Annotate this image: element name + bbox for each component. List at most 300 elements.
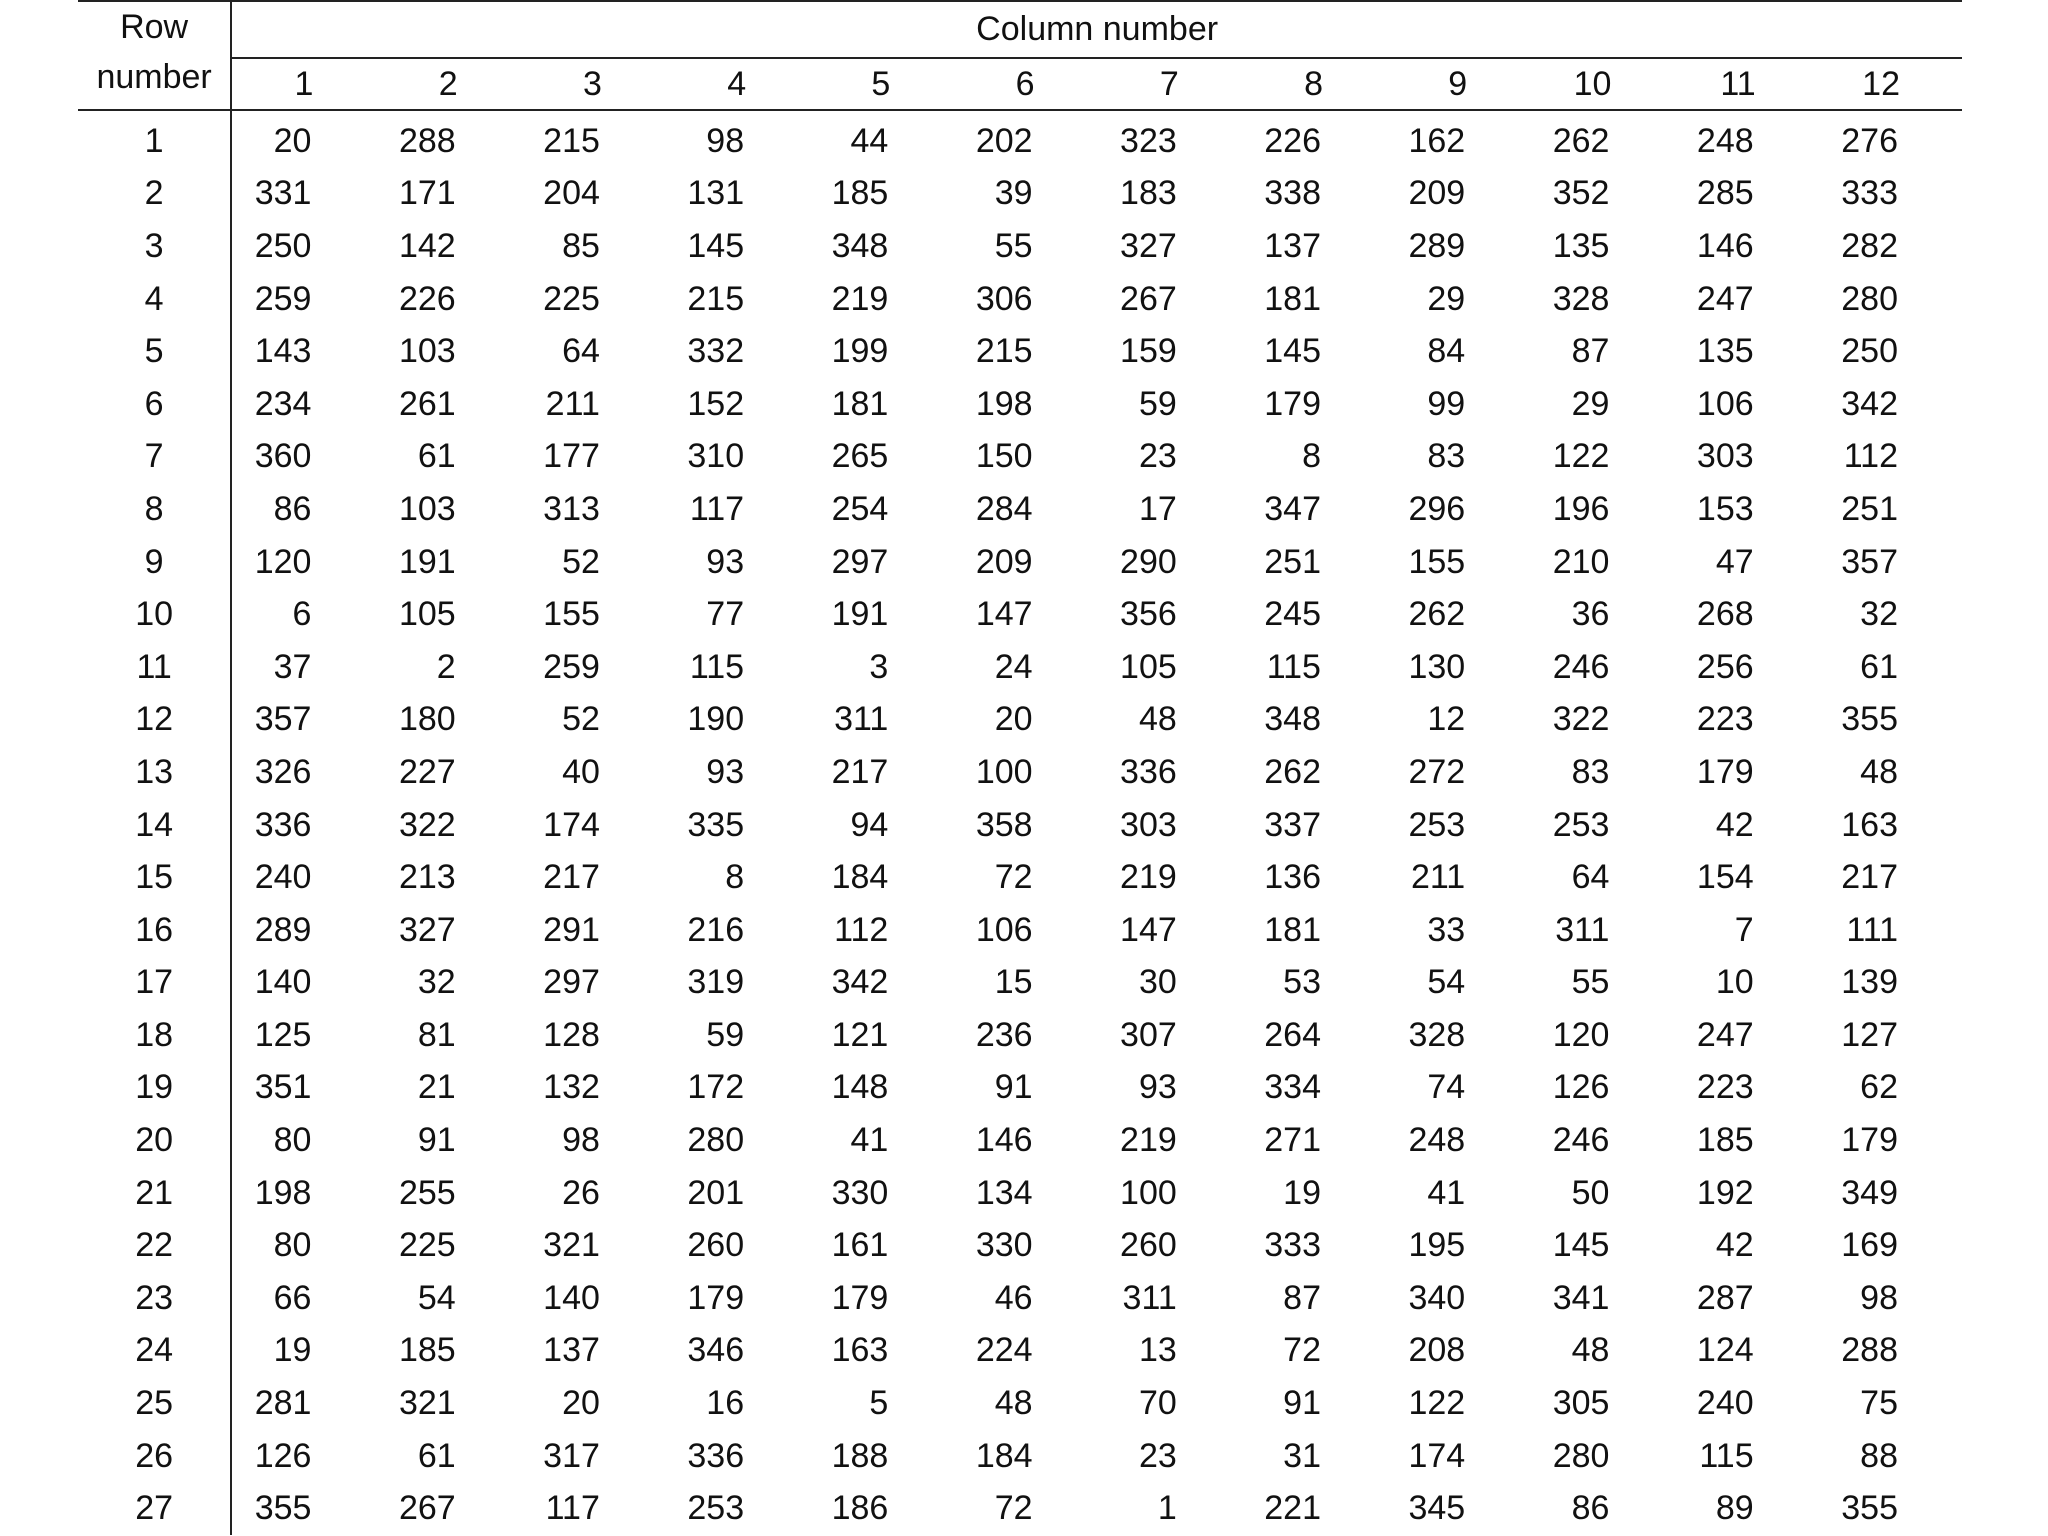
data-table — [78, 0, 1962, 1535]
table-cell: 333 — [1264, 1226, 1321, 1265]
table-cell: 209 — [975, 542, 1033, 581]
row-number: 21 — [78, 1167, 231, 1220]
table-cell: 81 — [417, 1015, 456, 1054]
row-number: 9 — [78, 536, 231, 589]
table-cell: 83 — [1571, 752, 1610, 791]
table-cell: 260 — [1120, 1226, 1177, 1265]
table-cell: 127 — [1841, 1015, 1898, 1054]
table-cell: 83 — [1427, 437, 1466, 476]
table-cell: 310 — [687, 437, 745, 476]
table-cell: 303 — [1120, 805, 1177, 844]
table-row — [78, 799, 1962, 852]
row-number-header-line1: Row — [120, 8, 189, 46]
table-cell: 24 — [994, 647, 1033, 686]
table-cell: 131 — [687, 174, 745, 213]
table-cell: 338 — [1264, 174, 1321, 213]
row-number: 25 — [78, 1377, 231, 1430]
table-cell: 306 — [975, 279, 1033, 318]
table-cell: 19 — [273, 1331, 312, 1370]
table-cell: 223 — [1696, 700, 1754, 739]
table-cell: 61 — [417, 437, 456, 476]
table-cell: 224 — [975, 1331, 1033, 1370]
table-cell: 41 — [1427, 1173, 1466, 1212]
table-cell: 136 — [1264, 858, 1321, 897]
table-cell: 84 — [1427, 332, 1466, 371]
table-cell: 248 — [1696, 121, 1754, 160]
table-cell: 179 — [1696, 752, 1754, 791]
table-row — [78, 1272, 1962, 1325]
table-cell: 290 — [1120, 542, 1177, 581]
table-cell: 52 — [562, 700, 600, 739]
column-number-8: 8 — [1241, 58, 1385, 110]
table-cell: 163 — [1841, 805, 1898, 844]
table-row — [78, 483, 1962, 536]
table-cell: 268 — [1696, 595, 1754, 634]
table-cell: 341 — [1552, 1278, 1610, 1317]
table-cell: 36 — [1571, 595, 1610, 634]
row-number: 1 — [78, 110, 231, 168]
table-cell: 120 — [254, 542, 312, 581]
table-cell: 137 — [1264, 226, 1321, 265]
table-cell: 280 — [687, 1121, 745, 1160]
table-cell: 75 — [1860, 1384, 1898, 1423]
table-cell: 13 — [1138, 1331, 1177, 1370]
table-row — [78, 694, 1962, 747]
column-number-4: 4 — [664, 58, 808, 110]
table-cell: 267 — [1120, 279, 1177, 318]
table-row — [78, 641, 1962, 694]
table-cell: 217 — [831, 752, 889, 791]
column-number-2: 2 — [375, 58, 519, 110]
table-cell: 72 — [994, 1489, 1033, 1528]
table-cell: 122 — [1552, 437, 1610, 476]
table-cell: 190 — [687, 700, 745, 739]
table-cell: 91 — [1283, 1384, 1321, 1423]
table-cell: 347 — [1264, 489, 1321, 528]
table-row — [78, 220, 1962, 273]
table-cell: 112 — [1843, 437, 1898, 476]
table-cell: 40 — [562, 752, 600, 791]
table-cell: 15 — [994, 963, 1033, 1002]
table-cell: 80 — [273, 1226, 312, 1265]
table-row — [78, 1325, 1962, 1378]
table-cell: 311 — [1122, 1278, 1177, 1317]
table-cell: 225 — [543, 279, 600, 318]
table-cell: 328 — [1552, 279, 1610, 318]
table-cell: 139 — [1841, 963, 1898, 1002]
table-cell: 146 — [1696, 226, 1754, 265]
table-cell: 163 — [831, 1331, 889, 1370]
row-number: 24 — [78, 1325, 231, 1378]
table-cell: 184 — [975, 1436, 1033, 1475]
table-cell: 337 — [1264, 805, 1321, 844]
table-cell: 188 — [831, 1436, 889, 1475]
table-cell: 32 — [1860, 595, 1898, 634]
column-number-3: 3 — [520, 58, 664, 110]
table-cell: 355 — [1841, 1489, 1898, 1528]
table-cell: 357 — [1841, 542, 1898, 581]
table-cell: 153 — [1696, 489, 1754, 528]
table-cell: 66 — [273, 1278, 312, 1317]
table-cell: 48 — [994, 1384, 1033, 1423]
table-cell: 111 — [1846, 910, 1898, 949]
table-cell: 174 — [1408, 1436, 1466, 1475]
table-cell: 93 — [1138, 1068, 1177, 1107]
table-cell: 215 — [687, 279, 745, 318]
table-cell: 1 — [1157, 1489, 1177, 1528]
table-cell: 280 — [1552, 1436, 1610, 1475]
table-cell: 12 — [1427, 700, 1466, 739]
table-cell: 332 — [687, 332, 745, 371]
table-cell: 291 — [543, 910, 600, 949]
table-cell: 236 — [975, 1015, 1033, 1054]
table-cell: 93 — [706, 542, 745, 581]
table-cell: 32 — [417, 963, 456, 1002]
table-cell: 247 — [1696, 279, 1754, 318]
table-cell: 264 — [1264, 1015, 1321, 1054]
table-cell: 261 — [398, 384, 456, 423]
table-cell: 89 — [1715, 1489, 1754, 1528]
table-cell: 272 — [1408, 752, 1466, 791]
table-cell: 8 — [725, 858, 745, 897]
table-cell: 135 — [1696, 332, 1754, 371]
row-number-header-line2: number — [96, 58, 212, 96]
table-cell: 162 — [1408, 121, 1466, 160]
table-cell: 48 — [1571, 1331, 1610, 1370]
table-cell: 6 — [292, 595, 312, 634]
table-row — [78, 273, 1962, 326]
table-cell: 125 — [254, 1015, 312, 1054]
table-cell: 360 — [254, 437, 312, 476]
table-cell: 62 — [1860, 1068, 1898, 1107]
table-cell: 319 — [687, 963, 745, 1002]
table-cell: 288 — [1841, 1331, 1898, 1370]
table-row — [78, 1482, 1962, 1535]
table-cell: 147 — [1120, 910, 1177, 949]
table-cell: 262 — [1264, 752, 1321, 791]
table-cell: 99 — [1427, 384, 1466, 423]
table-cell: 330 — [975, 1226, 1033, 1265]
table-cell: 348 — [1264, 700, 1321, 739]
table-cell: 48 — [1138, 700, 1177, 739]
table-row — [78, 168, 1962, 221]
table-cell: 54 — [1427, 963, 1466, 1002]
table-cell: 10 — [1715, 963, 1754, 1002]
table-cell: 112 — [834, 910, 889, 949]
table-cell: 213 — [398, 858, 456, 897]
table-cell: 253 — [1408, 805, 1466, 844]
table-cell: 346 — [687, 1331, 745, 1370]
table-cell: 185 — [831, 174, 889, 213]
row-number: 23 — [78, 1272, 231, 1325]
row-number: 10 — [78, 588, 231, 641]
row-number: 27 — [78, 1482, 231, 1535]
table-cell: 322 — [398, 805, 456, 844]
table-row — [78, 1114, 1962, 1167]
table-cell: 171 — [398, 174, 456, 213]
table-cell: 94 — [850, 805, 889, 844]
table-cell: 42 — [1715, 1226, 1754, 1265]
table-cell: 181 — [1264, 910, 1321, 949]
table-cell: 61 — [1860, 647, 1898, 686]
table-cell: 53 — [1283, 963, 1321, 1002]
table-cell: 323 — [1120, 121, 1177, 160]
table-cell: 198 — [975, 384, 1033, 423]
table-cell: 234 — [254, 384, 312, 423]
column-number-10: 10 — [1529, 58, 1673, 110]
table-cell: 183 — [1120, 174, 1177, 213]
table-cell: 80 — [273, 1121, 312, 1160]
table-cell: 334 — [1264, 1068, 1321, 1107]
table-cell: 289 — [1408, 226, 1466, 265]
table-cell: 145 — [687, 226, 745, 265]
table-cell: 251 — [1841, 489, 1898, 528]
table-cell: 72 — [994, 858, 1033, 897]
table-cell: 98 — [706, 121, 745, 160]
table-cell: 259 — [254, 279, 312, 318]
table-cell: 356 — [1120, 595, 1177, 634]
table-cell: 155 — [543, 595, 600, 634]
table-cell: 209 — [1408, 174, 1466, 213]
table-cell: 240 — [254, 858, 312, 897]
table-cell: 23 — [1138, 1436, 1177, 1475]
table-cell: 20 — [273, 121, 312, 160]
table-cell: 255 — [398, 1173, 456, 1212]
row-number: 14 — [78, 799, 231, 852]
table-cell: 246 — [1552, 647, 1610, 686]
table-cell: 326 — [254, 752, 312, 791]
table-cell: 20 — [562, 1384, 600, 1423]
column-number-6: 6 — [952, 58, 1096, 110]
table-cell: 184 — [831, 858, 889, 897]
table-cell: 251 — [1264, 542, 1321, 581]
table-cell: 280 — [1841, 279, 1898, 318]
table-cell: 259 — [543, 647, 600, 686]
table-cell: 145 — [1552, 1226, 1610, 1265]
table-cell: 91 — [994, 1068, 1033, 1107]
table-cell: 284 — [975, 489, 1033, 528]
table-row — [78, 1377, 1962, 1430]
table-cell: 93 — [706, 752, 745, 791]
table-cell: 31 — [1283, 1436, 1321, 1475]
row-number: 5 — [78, 325, 231, 378]
column-number-row — [78, 58, 1962, 110]
table-cell: 202 — [975, 121, 1033, 160]
table-cell: 41 — [850, 1121, 889, 1160]
table-cell: 191 — [398, 542, 456, 581]
table-cell: 198 — [254, 1173, 312, 1212]
table-cell: 33 — [1427, 910, 1466, 949]
table-cell: 181 — [1264, 279, 1321, 318]
table-cell: 262 — [1408, 595, 1466, 634]
table-cell: 327 — [1120, 226, 1177, 265]
table-cell: 191 — [831, 595, 889, 634]
table-row — [78, 851, 1962, 904]
table-cell: 39 — [994, 174, 1033, 213]
table-cell: 311 — [834, 700, 889, 739]
table-row — [78, 588, 1962, 641]
table-cell: 159 — [1120, 332, 1177, 371]
table-row — [78, 746, 1962, 799]
table-cell: 262 — [1552, 121, 1610, 160]
table-cell: 322 — [1552, 700, 1610, 739]
table-cell: 47 — [1715, 542, 1754, 581]
table-cell: 172 — [687, 1068, 745, 1107]
table-cell: 348 — [831, 226, 889, 265]
table-cell: 336 — [687, 1436, 745, 1475]
table-cell: 117 — [545, 1489, 600, 1528]
table-cell: 225 — [398, 1226, 456, 1265]
table-cell: 128 — [543, 1015, 600, 1054]
table-cell: 55 — [1571, 963, 1610, 1002]
table-body — [78, 110, 1962, 1535]
table-cell: 296 — [1408, 489, 1466, 528]
table-cell: 140 — [543, 1278, 600, 1317]
table-row — [78, 957, 1962, 1010]
table-cell: 186 — [831, 1489, 889, 1528]
random-number-table — [78, 0, 1962, 1535]
table-row — [78, 1430, 1962, 1483]
table-cell: 221 — [1264, 1489, 1321, 1528]
table-cell: 86 — [1571, 1489, 1610, 1528]
table-cell: 148 — [831, 1068, 889, 1107]
table-row — [78, 536, 1962, 589]
table-cell: 98 — [562, 1121, 600, 1160]
row-number: 26 — [78, 1430, 231, 1483]
table-cell: 254 — [831, 489, 889, 528]
table-cell: 307 — [1120, 1015, 1177, 1054]
table-cell: 105 — [398, 595, 456, 634]
table-cell: 3 — [869, 647, 889, 686]
table-cell: 140 — [254, 963, 312, 1002]
table-cell: 180 — [398, 700, 456, 739]
table-cell: 196 — [1552, 489, 1610, 528]
table-cell: 37 — [273, 647, 312, 686]
table-cell: 342 — [831, 963, 889, 1002]
table-cell: 174 — [543, 805, 600, 844]
table-cell: 44 — [850, 121, 889, 160]
table-cell: 327 — [398, 910, 456, 949]
table-cell: 226 — [398, 279, 456, 318]
table-cell: 276 — [1841, 121, 1898, 160]
table-cell: 287 — [1696, 1278, 1754, 1317]
table-cell: 85 — [562, 226, 600, 265]
table-cell: 115 — [1699, 1436, 1754, 1475]
table-cell: 250 — [254, 226, 312, 265]
table-cell: 120 — [1552, 1015, 1610, 1054]
table-cell: 305 — [1552, 1384, 1610, 1423]
row-number-header — [78, 1, 231, 110]
table-cell: 303 — [1696, 437, 1754, 476]
table-cell: 142 — [398, 226, 456, 265]
table-cell: 91 — [417, 1121, 456, 1160]
table-cell: 16 — [706, 1384, 745, 1423]
table-cell: 215 — [975, 332, 1033, 371]
table-cell: 2 — [436, 647, 456, 686]
row-number: 15 — [78, 851, 231, 904]
table-cell: 336 — [1120, 752, 1177, 791]
table-cell: 282 — [1841, 226, 1898, 265]
table-cell: 100 — [975, 752, 1033, 791]
table-cell: 333 — [1841, 174, 1898, 213]
table-cell: 7 — [1734, 910, 1754, 949]
table-cell: 130 — [1408, 647, 1466, 686]
table-cell: 19 — [1283, 1173, 1321, 1212]
table-cell: 20 — [994, 700, 1033, 739]
table-cell: 267 — [398, 1489, 456, 1528]
table-cell: 103 — [398, 332, 456, 371]
table-cell: 321 — [398, 1384, 456, 1423]
table-cell: 217 — [1841, 858, 1898, 897]
table-row — [78, 1167, 1962, 1220]
table-row — [78, 1219, 1962, 1272]
table-row — [78, 325, 1962, 378]
table-cell: 64 — [562, 332, 600, 371]
table-cell: 208 — [1408, 1331, 1466, 1370]
table-cell: 199 — [831, 332, 889, 371]
table-cell: 48 — [1860, 752, 1898, 791]
row-number: 20 — [78, 1114, 231, 1167]
table-cell: 210 — [1552, 542, 1610, 581]
table-cell: 72 — [1283, 1331, 1321, 1370]
table-cell: 8 — [1302, 437, 1321, 476]
table-cell: 146 — [975, 1121, 1033, 1160]
table-cell: 106 — [1696, 384, 1754, 423]
row-number: 12 — [78, 694, 231, 747]
table-cell: 219 — [1120, 858, 1177, 897]
table-cell: 253 — [1552, 805, 1610, 844]
table-cell: 195 — [1408, 1226, 1466, 1265]
table-cell: 150 — [975, 437, 1033, 476]
table-cell: 342 — [1841, 384, 1898, 423]
table-cell: 240 — [1696, 1384, 1754, 1423]
row-number: 4 — [78, 273, 231, 326]
table-cell: 313 — [543, 489, 600, 528]
row-number: 2 — [78, 168, 231, 221]
table-cell: 285 — [1696, 174, 1754, 213]
table-cell: 211 — [1410, 858, 1466, 897]
table-cell: 169 — [1841, 1226, 1898, 1265]
table-cell: 328 — [1408, 1015, 1466, 1054]
table-cell: 134 — [975, 1173, 1033, 1212]
table-cell: 253 — [687, 1489, 745, 1528]
table-cell: 29 — [1427, 279, 1466, 318]
row-number: 18 — [78, 1009, 231, 1062]
table-cell: 357 — [254, 700, 312, 739]
table-cell: 74 — [1427, 1068, 1466, 1107]
table-cell: 54 — [417, 1278, 456, 1317]
table-cell: 61 — [417, 1436, 456, 1475]
table-cell: 201 — [687, 1173, 745, 1212]
table-cell: 87 — [1571, 332, 1610, 371]
table-cell: 331 — [254, 174, 312, 213]
table-cell: 70 — [1138, 1384, 1177, 1423]
table-cell: 46 — [994, 1278, 1033, 1317]
table-cell: 185 — [398, 1331, 456, 1370]
table-row — [78, 378, 1962, 431]
table-cell: 340 — [1408, 1278, 1466, 1317]
table-cell: 29 — [1571, 384, 1610, 423]
table-cell: 23 — [1138, 437, 1177, 476]
table-cell: 250 — [1841, 332, 1898, 371]
row-number: 7 — [78, 431, 231, 484]
table-cell: 155 — [1408, 542, 1466, 581]
table-cell: 247 — [1696, 1015, 1754, 1054]
table-cell: 297 — [543, 963, 600, 1002]
table-cell: 335 — [687, 805, 745, 844]
table-cell: 226 — [1264, 121, 1321, 160]
table-cell: 355 — [1841, 700, 1898, 739]
